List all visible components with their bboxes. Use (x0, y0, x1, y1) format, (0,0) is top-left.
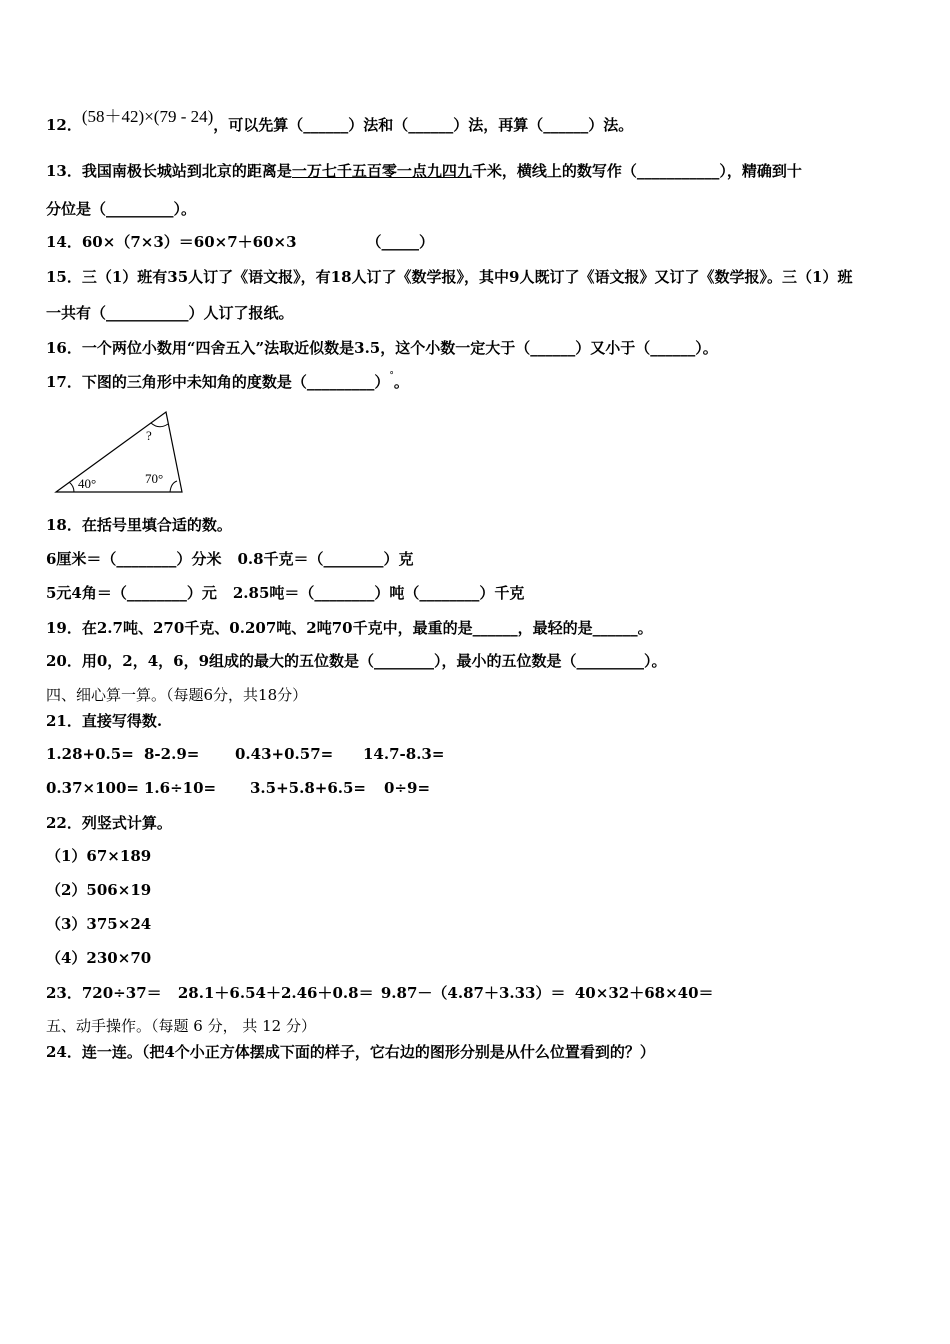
question-17: 17．下图的三角形中未知角的度数是（_________）°。 (46, 371, 409, 391)
question-22-item-2: （2）506×19 (46, 881, 152, 899)
question-22-title: 22．列竖式计算。 (46, 814, 172, 832)
right-angle-label: 70° (145, 471, 164, 486)
section-5-heading: 五、动手操作。（每题 6 分， 共 12 分） (46, 1017, 316, 1035)
question-14: 14．60×（7×3）＝60×7＋60×3 （_____） (46, 233, 435, 251)
question-21-row2: 0.37×100= 1.6÷10= 3.5+5.8+6.5= 0÷9= (46, 779, 431, 797)
question-23: 23．720÷37＝ 28.1＋6.54＋2.46＋0.8＝ 9.87－（4.87＋3.33）＝ 40×32＋68×40＝ (46, 984, 714, 1002)
question-15-cont: 一共有（___________）人订了报纸。 (46, 304, 294, 322)
question-21-row1: 1.28+0.5= 8-2.9= 0.43+0.57= 14.7-8.3= (46, 745, 445, 763)
right-angle-arc (170, 481, 177, 492)
left-angle-label: 40° (78, 476, 97, 491)
unknown-angle-label: ? (146, 428, 152, 443)
question-20: 20．用0，2，4，6，9组成的最大的五位数是（________），最小的五位数是（_________）。 (46, 652, 667, 670)
question-22-item-1: （1）67×189 (46, 847, 152, 865)
question-15: 15．三（1）班有35人订了《语文报》，有18人订了《数学报》，其中9人既订了《语文报》又订了《数学报》。三（1）班 (46, 268, 853, 286)
question-13-cont: 分位是（_________）。 (46, 200, 197, 218)
top-angle-arc (151, 423, 168, 427)
underlined-number: 一万七千五百零一点九四九 (291, 162, 472, 180)
question-12: 12．(58＋42)×(79 - 24)，可以先算（______）法和（______）法，再算（______）法。 (46, 107, 634, 134)
question-19: 19．在2.7吨、270千克、0.207吨、2吨70千克中，最重的是______，最轻的是______。 (46, 619, 653, 637)
question-16: 16．一个两位小数用“四舍五入”法取近似数是3.5，这个小数一定大于（______）又小于（______）。 (46, 339, 718, 357)
question-18-title: 18．在括号里填合适的数。 (46, 516, 232, 534)
question-18-row1: 6厘米＝（________）分米 0.8千克＝（________）克 (46, 550, 414, 568)
triangle-figure (50, 410, 190, 500)
question-22-item-3: （3）375×24 (46, 915, 152, 933)
question-13: 13．我国南极长城站到北京的距离是一万七千五百零一点九四九千米，横线上的数写作（___________），精确到十 (46, 162, 802, 180)
question-18-row2: 5元4角＝（________）元 2.85吨＝（________）吨（________）千克 (46, 584, 525, 602)
math-expression: (58＋42)×(79 - 24) (81, 107, 214, 126)
question-21-title: 21．直接写得数. (46, 712, 163, 730)
question-24: 24．连一连。（把4个小正方体摆成下面的样子，它右边的图形分别是从什么位置看到的？） (46, 1043, 655, 1061)
question-22-item-4: （4）230×70 (46, 949, 152, 967)
section-4-heading: 四、细心算一算。（每题6分，共18分） (46, 686, 308, 704)
left-angle-arc (69, 482, 74, 492)
